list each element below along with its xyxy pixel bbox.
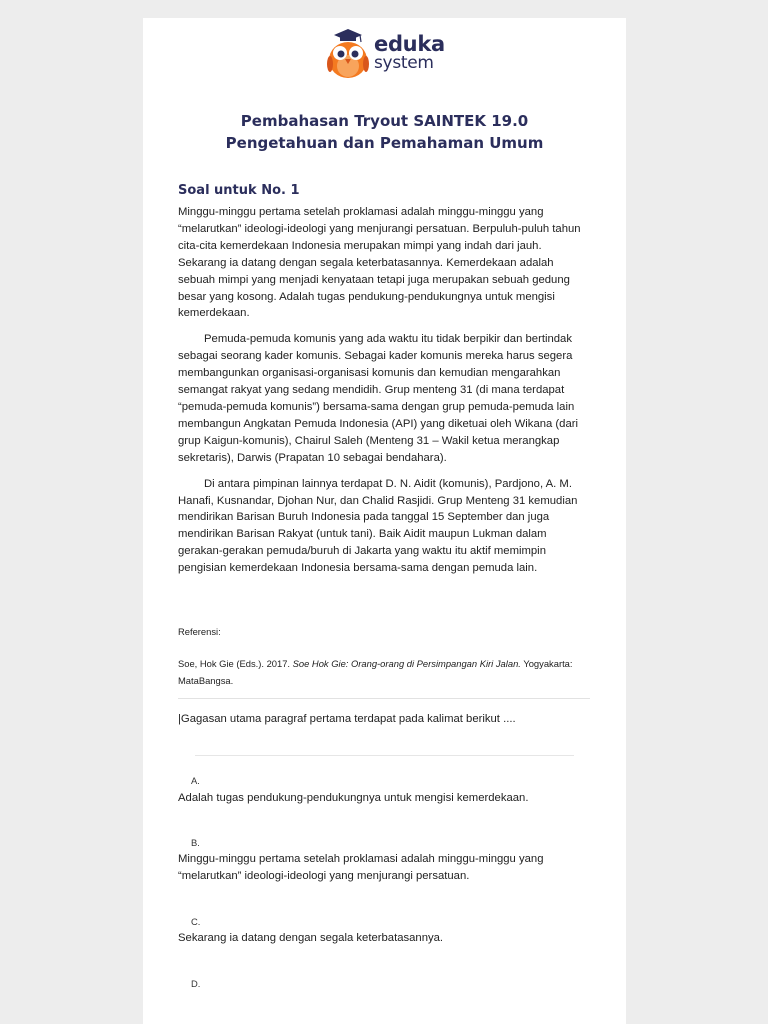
option-c-letter: C. <box>191 916 201 927</box>
reference-title: Soe Hok Gie: Orang-orang di Persimpangan Kiri Jalan. <box>292 658 521 669</box>
reference-prefix: Soe, Hok Gie (Eds.). 2017. <box>178 658 293 669</box>
option-c-text[interactable]: Sekarang ia datang dengan segala keterbatasannya. <box>178 932 444 944</box>
reference-label: Referensi: <box>178 626 221 637</box>
option-b-text[interactable]: Minggu-minggu pertama setelah proklamasi adalah minggu-minggu yang “melarutkan” ideologi-ideologi yang menjurangi persatuan. <box>178 853 544 882</box>
passage-paragraph-1: Minggu-minggu pertama setelah proklamasi adalah minggu-minggu yang “melarutkan” ideologi-ideologi yang menjurangi persatuan. Berpuluh-puluh tahun cita-cita kemerdekaan Indonesia merupakan mimpi yang indah dari jauh. Sekarang ia datang dengan segala keterbatasannya. Kemerdekaan adalah sebuah mimpi yang menjadi kenyataan tetapi juga merupakan sebuah gedung besar yang kosong. Adalah tugas pendukung-pendukungnya untuk mengisi kemerdekaan. <box>178 206 581 320</box>
title-line-2: Pengetahuan dan Pemahaman Umum <box>225 134 544 152</box>
reference-suffix: Yogyakarta: MataBangsa. <box>178 658 573 686</box>
title-line-1: Pembahasan Tryout SAINTEK 19.0 <box>240 112 529 130</box>
logo-word-system: system <box>374 53 434 73</box>
eduka-system-logo <box>326 28 446 84</box>
option-b-letter: B. <box>191 837 200 848</box>
question-prompt: |Gagasan utama paragraf pertama terdapat pada kalimat berikut .... <box>178 713 516 725</box>
owl-mascot-icon <box>326 28 370 80</box>
option-a-text[interactable]: Adalah tugas pendukung-pendukungnya untuk mengisi kemerdekaan. <box>178 792 529 804</box>
passage-paragraph-3: Di antara pimpinan lainnya terdapat D. N. Aidit (komunis), Pardjono, A. M. Hanafi, Kusnandar, Djohan Nur, dan Chalid Rasjidi. Grup Menteng 31 kemudian mendirikan Barisan Buruh Indonesia pada tanggal 15 September dan juga mendirikan Barisan Rakyat (untuk tani). Baik Aidit maupun Lukman dalam gerakan-gerakan pemuda/buruh di Jakarta yang waktu itu aktif memimpin pengisian kemerdekaan Indonesia bersama-sama dengan pemuda lain. <box>178 477 578 575</box>
page-title <box>143 110 626 154</box>
option-d-letter: D. <box>191 978 201 989</box>
question-heading: Soal untuk No. 1 <box>178 183 300 198</box>
passage-paragraph-2: Pemuda-pemuda komunis yang ada waktu itu tidak berpikir dan bertindak sebagai seorang kader komunis. Sebagai kader komunis mereka harus segera membangunkan organisasi-organisasi komunis dan kemudian mengarahkan semangat rakyat yang sedang mendidih. Grup menteng 31 (di mana terdapat “pemuda-pemuda komunis”) bersama-sama dengan grup pemuda-pemuda lain membangun Angkatan Pemuda Indonesia (API) yang diketuai oleh Wikana (dari grup Kaigun-komunis), Chairul Saleh (Menteng 31 – Wakil ketua merangkap sekretaris), Darwis (Prapatan 10 sebagai bendahara). <box>178 333 579 464</box>
document-page <box>143 18 626 1024</box>
reading-passage <box>178 204 590 586</box>
divider <box>195 755 574 756</box>
option-a-letter: A. <box>191 775 200 786</box>
reference-citation <box>178 655 592 689</box>
divider <box>178 698 590 699</box>
logo-word-eduka: eduka <box>374 32 445 56</box>
